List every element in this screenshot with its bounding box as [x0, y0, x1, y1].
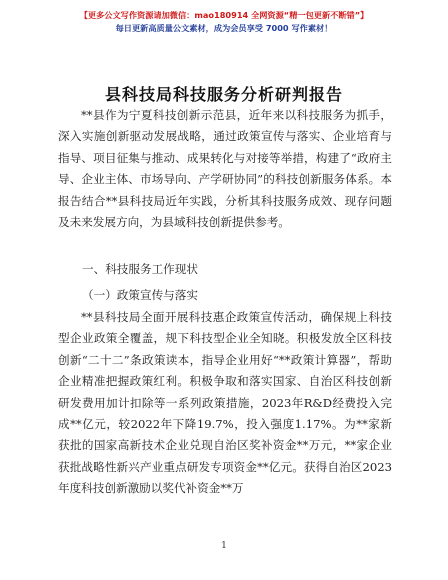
subsection-paragraph: **县科技局全面开展科技惠企政策宣传活动，确保规上科技型企业政策全覆盖，规下科技型企业全知晓。积极发放全区科技创新“二十二”条政策读本，指导企业用好“**政策计算器”，帮助企业精准把握政策红利。积极争取和落实国家、自治区科技创新研发费用加计扣除等一系列政策措施，2023年R&D经费投入完成**亿元，较2022年下降19.7%，投入强度1.17%。为**家新获批的国家高新技术企业兑现自治区奖补资金**万元，**家企业获批战略性新兴产业重点研发专项资金**亿元。获得自治区2023年度科技创新激励以奖代补资金**万 [58, 310, 392, 496]
promo-banner-sub: 每日更新高质量公文素材，成为会员享受 7000 写作素材！ [115, 23, 333, 33]
document-title: 县科技局科技服务分析研判报告 [104, 85, 343, 104]
intro-paragraph: **县作为宁夏科技创新示范县，近年来以科技服务为抓手，深入实施创新驱动发展战略，通过政策宣传与落实、企业培育与指导、项目征集与推动、成果转化与对接等举措，构建了“政府主导、企业主体、市场导向、产学研协同”的科技创新服务体系。本报告结合**县科技局近年实践，分析其科技服务成效、现存问题及未来发展方向，为县域科技创新提供参考。 [58, 108, 392, 230]
section-heading: 一、科技服务工作现状 [82, 262, 198, 276]
promo-banner-top: 【更多公文写作资源请加微信：mao180914 全网资源“精一包更新不断错”】 [79, 10, 369, 20]
page-number: 1 [221, 541, 227, 551]
subsection-heading: （一）政策宣传与落实 [82, 288, 198, 302]
